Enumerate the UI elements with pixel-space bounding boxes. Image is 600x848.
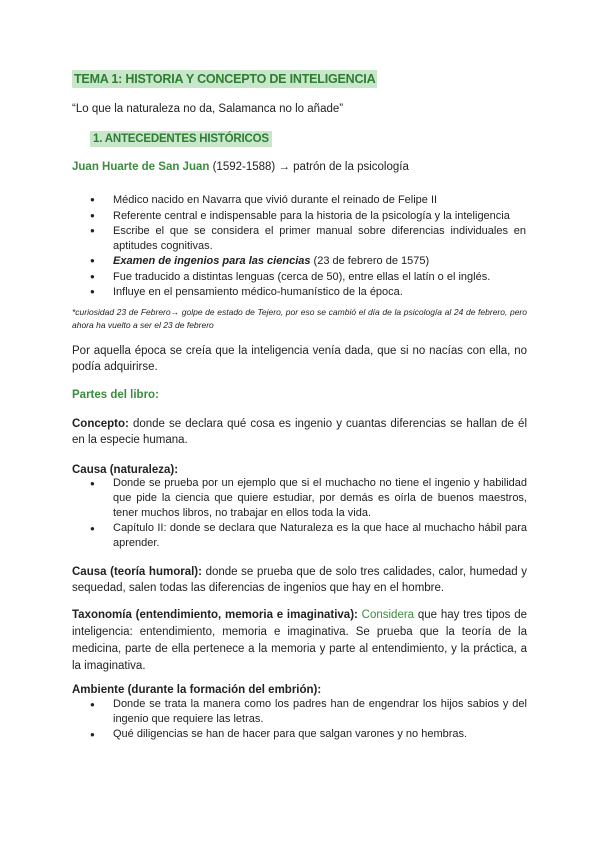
list-item: ● Donde se trata la manera como los padres han de engendrar los hijos sabios y del ingenio que requiere las letras. [90, 697, 527, 727]
ambiente-label: Ambiente (durante la formación del embrión): [72, 684, 322, 696]
curiosity-note: *curiosidad 23 de Febrero→ golpe de estado de Tejero, por eso se cambió el día de la psicología al 24 de febrero, pero ahora ha vuelto a ser el 23 de febrero [72, 307, 527, 330]
taxonomia-label: Taxonomía (entendimiento, memoria e imaginativa): [72, 609, 358, 621]
book-date: (23 de febrero de 1575) [310, 255, 430, 267]
bullet-list [90, 193, 526, 301]
author-name: Juan Huarte de San Juan [72, 161, 210, 173]
ambiente-list [90, 697, 527, 742]
humoral-text: donde se prueba que de solo tres calidades, calor, humedad y sequedad, salen todas las diferencias de ingenios que hay en el hombre. [72, 566, 527, 594]
causa-label: Causa (naturaleza): [72, 464, 179, 476]
concepto-paragraph [72, 416, 527, 448]
quote: “Lo que la naturaleza no da, Salamanca no lo añade” [72, 103, 344, 115]
page-title: TEMA 1: HISTORIA Y CONCEPTO DE INTELIGENCIA [74, 72, 376, 86]
author-line [72, 161, 409, 173]
taxonomia-paragraph [72, 607, 527, 675]
list-item [90, 254, 526, 269]
list-item: ● Capítulo II: donde se declara que Naturaleza es la que hace al muchacho hábil para aprender. [90, 521, 527, 551]
list-item: ● Médico nacido en Navarra que vivió durante el reinado de Felipe II [90, 193, 526, 208]
causa-list [90, 476, 527, 551]
concepto-text: donde se declara qué cosa es ingenio y cuantas diferencias se hallan de él en la especie humana. [72, 418, 527, 446]
list-item: ● Escribe el que se considera el primer manual sobre diferencias individuales en aptitudes cognitivas. [90, 224, 526, 253]
list-item: ● Fue traducido a distintas lenguas (cerca de 50), entre ellas el latín o el inglés. [90, 270, 526, 285]
list-item: ● Qué diligencias se han de hacer para que salgan varones y no hembras. [90, 727, 527, 742]
taxonomia-green-text: Considera [357, 609, 415, 621]
section-heading: 1. ANTECEDENTES HISTÓRICOS [90, 131, 272, 147]
list-item: ● Donde se prueba por un ejemplo que si el muchacho no tiene el ingenio y habilidad que pide la ciencia que quiere estudiar, por demás es oírla de buenos maestros, tener muchos libros, no trabajar en ellos toda la vida. [90, 476, 527, 521]
concepto-label: Concepto: [72, 418, 129, 430]
taxonomia-text: que hay tres tipos de inteligencia: entendimiento, memoria e imaginativa. Se prueba que la teoría de la medicina, parte de ella pertenece a la memoria y parte al entendimiento, y la práctica, a la imaginativa. [72, 609, 527, 672]
parts-heading: Partes del libro: [72, 389, 159, 401]
list-item: ● Influye en el pensamiento médico-humanístico de la época. [90, 285, 526, 300]
humoral-paragraph [72, 564, 527, 596]
book-title: Examen de ingenios para las ciencias [113, 255, 311, 267]
author-dates: (1592-1588) → patrón de la psicología [209, 161, 409, 173]
list-item: ● Referente central e indispensable para la historia de la psicología y la inteligencia [90, 209, 526, 224]
innate-paragraph: Por aquella época se creía que la inteligencia venía dada, que si no nacías con ella, no podía adquirirse. [72, 345, 527, 373]
humoral-label: Causa (teoría humoral): [72, 566, 202, 578]
